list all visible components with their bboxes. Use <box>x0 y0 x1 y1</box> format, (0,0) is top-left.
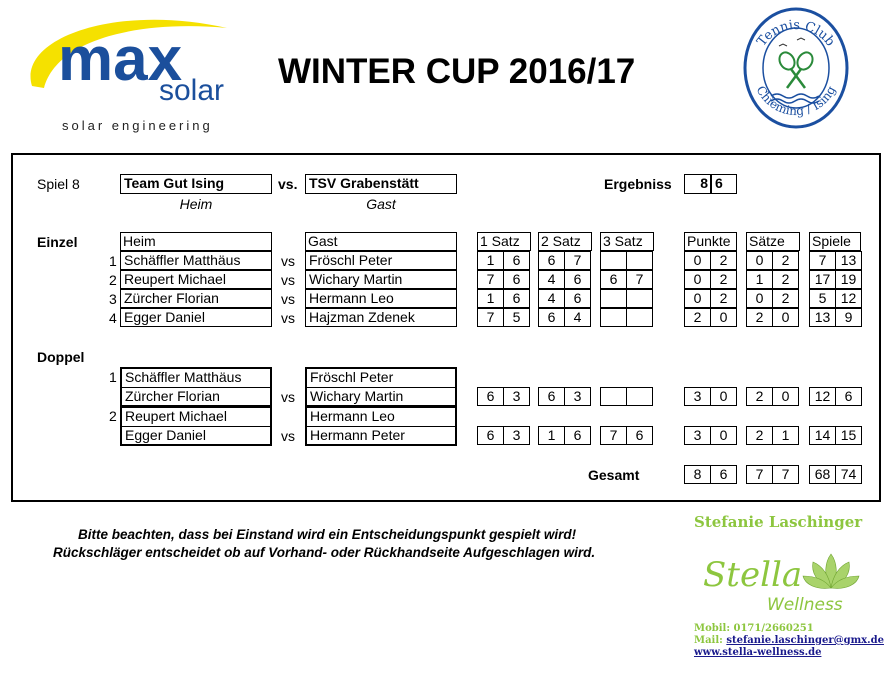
satz1-cell: 6 <box>477 387 504 406</box>
guest-player-1: Fröschl Peter <box>305 367 457 388</box>
row-number: 2 <box>109 272 117 288</box>
pair-number: 1 <box>109 369 117 385</box>
note-line-1: Bitte beachten, dass bei Einstand wird ein Entscheidungspunkt gespielt wird! <box>78 527 577 542</box>
satz3-cell <box>626 308 653 327</box>
satz3-cell: 6 <box>626 426 653 445</box>
spiele-cell: 15 <box>835 426 862 445</box>
gesamt-punkte-cell: 8 <box>684 465 711 484</box>
saetze-cell: 2 <box>746 387 773 406</box>
gesamt-saetze-cell: 7 <box>746 465 773 484</box>
punkte-cell: 0 <box>710 308 737 327</box>
col-punkte: Punkte <box>684 232 737 251</box>
punkte-cell: 2 <box>710 270 737 289</box>
col-spiele: Spiele <box>809 232 861 251</box>
note-line-2: Rückschläger entscheidet ob auf Vorhand- oder Rückhandseite Aufgeschlagen wird. <box>53 545 596 560</box>
satz1-cell: 3 <box>503 387 530 406</box>
satz1-cell: 6 <box>503 289 530 308</box>
spiele-cell: 13 <box>835 251 862 270</box>
satz1-cell: 7 <box>477 308 504 327</box>
satz2-cell: 3 <box>564 387 591 406</box>
satz1-cell: 6 <box>477 426 504 445</box>
vs-label: vs. <box>278 176 298 192</box>
svg-text:solar: solar <box>159 74 225 107</box>
satz3-cell <box>600 251 627 270</box>
sponsor-mail-label: Mail: <box>694 635 723 646</box>
svg-text:Tennis Club: Tennis Club <box>754 17 838 50</box>
gesamt-label: Gesamt <box>588 467 640 483</box>
home-player-2: Egger Daniel <box>120 426 272 446</box>
svg-text:Stella: Stella <box>703 555 803 595</box>
satz1-cell: 1 <box>477 251 504 270</box>
guest-team: TSV Grabenstätt <box>305 174 457 194</box>
svg-text:solar engineering: solar engineering <box>62 118 213 133</box>
satz2-cell: 6 <box>564 426 591 445</box>
vs-label: vs <box>281 389 295 405</box>
satz1-cell: 5 <box>503 308 530 327</box>
gesamt-punkte-cell: 6 <box>710 465 737 484</box>
satz3-cell <box>600 289 627 308</box>
satz2-cell: 6 <box>538 387 565 406</box>
pair-number: 2 <box>109 408 117 424</box>
satz1-cell: 7 <box>477 270 504 289</box>
col-satz3: 3 Satz <box>600 232 654 251</box>
punkte-cell: 0 <box>684 270 711 289</box>
satz2-cell: 7 <box>564 251 591 270</box>
satz3-cell <box>626 387 653 406</box>
saetze-cell: 1 <box>746 270 773 289</box>
guest-player-1: Hermann Leo <box>305 406 457 427</box>
satz3-cell: 7 <box>626 270 653 289</box>
einzel-label: Einzel <box>37 234 78 250</box>
satz3-cell: 7 <box>600 426 627 445</box>
spiele-cell: 5 <box>809 289 836 308</box>
sponsor-web-link[interactable]: www.stella-wellness.de <box>694 647 822 658</box>
svg-text:max: max <box>58 25 183 94</box>
punkte-cell: 2 <box>684 308 711 327</box>
spiele-cell: 19 <box>835 270 862 289</box>
punkte-cell: 3 <box>684 426 711 445</box>
saetze-cell: 2 <box>772 251 799 270</box>
col-heim: Heim <box>120 232 272 251</box>
guest-player-2: Hermann Peter <box>305 426 457 446</box>
vs-label: vs <box>281 428 295 444</box>
row-number: 4 <box>109 310 117 326</box>
vs-label: vs <box>281 291 295 307</box>
ergebnis-guest: 6 <box>710 174 737 194</box>
punkte-cell: 0 <box>684 251 711 270</box>
max-solar-logo <box>22 8 267 138</box>
saetze-cell: 2 <box>772 289 799 308</box>
saetze-cell: 1 <box>772 426 799 445</box>
spiele-cell: 9 <box>835 308 862 327</box>
home-player-2: Zürcher Florian <box>120 387 272 407</box>
guest-player: Fröschl Peter <box>305 251 457 270</box>
punkte-cell: 2 <box>710 251 737 270</box>
home-player: Zürcher Florian <box>120 289 272 308</box>
guest-player: Wichary Martin <box>305 270 457 289</box>
satz3-cell <box>600 387 627 406</box>
saetze-cell: 2 <box>746 426 773 445</box>
spiele-cell: 13 <box>809 308 836 327</box>
satz2-cell: 6 <box>538 308 565 327</box>
row-number: 1 <box>109 253 117 269</box>
satz2-cell: 1 <box>538 426 565 445</box>
saetze-cell: 0 <box>746 251 773 270</box>
spiele-cell: 12 <box>809 387 836 406</box>
saetze-cell: 2 <box>772 270 799 289</box>
gesamt-spiele-cell: 68 <box>809 465 836 484</box>
saetze-cell: 0 <box>772 387 799 406</box>
punkte-cell: 0 <box>710 426 737 445</box>
spiele-cell: 17 <box>809 270 836 289</box>
satz3-cell: 6 <box>600 270 627 289</box>
col-satz1: 1 Satz <box>477 232 531 251</box>
col-saetze: Sätze <box>746 232 800 251</box>
gesamt-spiele-cell: 74 <box>835 465 862 484</box>
saetze-cell: 0 <box>772 308 799 327</box>
ergebnis-home: 8 <box>684 174 712 194</box>
satz2-cell: 4 <box>564 308 591 327</box>
home-player: Reupert Michael <box>120 270 272 289</box>
guest-player: Hajzman Zdenek <box>305 308 457 327</box>
sponsor-mail-link[interactable]: stefanie.laschinger@gmx.de <box>726 635 884 646</box>
tennis-club-logo <box>743 6 849 130</box>
home-player: Schäffler Matthäus <box>120 251 272 270</box>
satz1-cell: 6 <box>503 270 530 289</box>
satz3-cell <box>600 308 627 327</box>
col-satz2: 2 Satz <box>538 232 592 251</box>
svg-text:Wellness: Wellness <box>767 595 843 615</box>
stella-wellness-logo <box>703 548 863 616</box>
home-player-1: Schäffler Matthäus <box>120 367 272 388</box>
page-title: WINTER CUP 2016/17 <box>278 52 636 91</box>
spiele-cell: 14 <box>809 426 836 445</box>
satz2-cell: 6 <box>538 251 565 270</box>
satz2-cell: 6 <box>564 289 591 308</box>
guest-player-2: Wichary Martin <box>305 387 457 407</box>
home-team: Team Gut Ising <box>120 174 272 194</box>
home-caption: Heim <box>179 196 213 212</box>
row-number: 3 <box>109 291 117 307</box>
satz1-cell: 6 <box>503 251 530 270</box>
vs-label: vs <box>281 253 295 269</box>
gesamt-saetze-cell: 7 <box>772 465 799 484</box>
punkte-cell: 0 <box>710 387 737 406</box>
svg-text:Chieming / Ising: Chieming / Ising <box>753 83 839 119</box>
spiel-label: Spiel 8 <box>37 176 80 192</box>
spiele-cell: 12 <box>835 289 862 308</box>
satz2-cell: 6 <box>564 270 591 289</box>
sponsor-name: Stefanie Laschinger <box>694 513 863 531</box>
ergebnis-label: Ergebniss <box>604 176 672 192</box>
satz1-cell: 3 <box>503 426 530 445</box>
satz2-cell: 4 <box>538 270 565 289</box>
vs-label: vs <box>281 272 295 288</box>
spiele-cell: 6 <box>835 387 862 406</box>
punkte-cell: 0 <box>684 289 711 308</box>
punkte-cell: 3 <box>684 387 711 406</box>
vs-label: vs <box>281 310 295 326</box>
guest-caption: Gast <box>366 196 396 212</box>
doppel-label: Doppel <box>37 349 85 365</box>
sponsor-mobile: Mobil: 0171/2660251 <box>694 623 814 634</box>
home-player: Egger Daniel <box>120 308 272 327</box>
saetze-cell: 0 <box>746 289 773 308</box>
satz3-cell <box>626 289 653 308</box>
spiele-cell: 7 <box>809 251 836 270</box>
punkte-cell: 2 <box>710 289 737 308</box>
col-gast: Gast <box>305 232 457 251</box>
saetze-cell: 2 <box>746 308 773 327</box>
satz1-cell: 1 <box>477 289 504 308</box>
guest-player: Hermann Leo <box>305 289 457 308</box>
home-player-1: Reupert Michael <box>120 406 272 427</box>
satz2-cell: 4 <box>538 289 565 308</box>
satz3-cell <box>626 251 653 270</box>
